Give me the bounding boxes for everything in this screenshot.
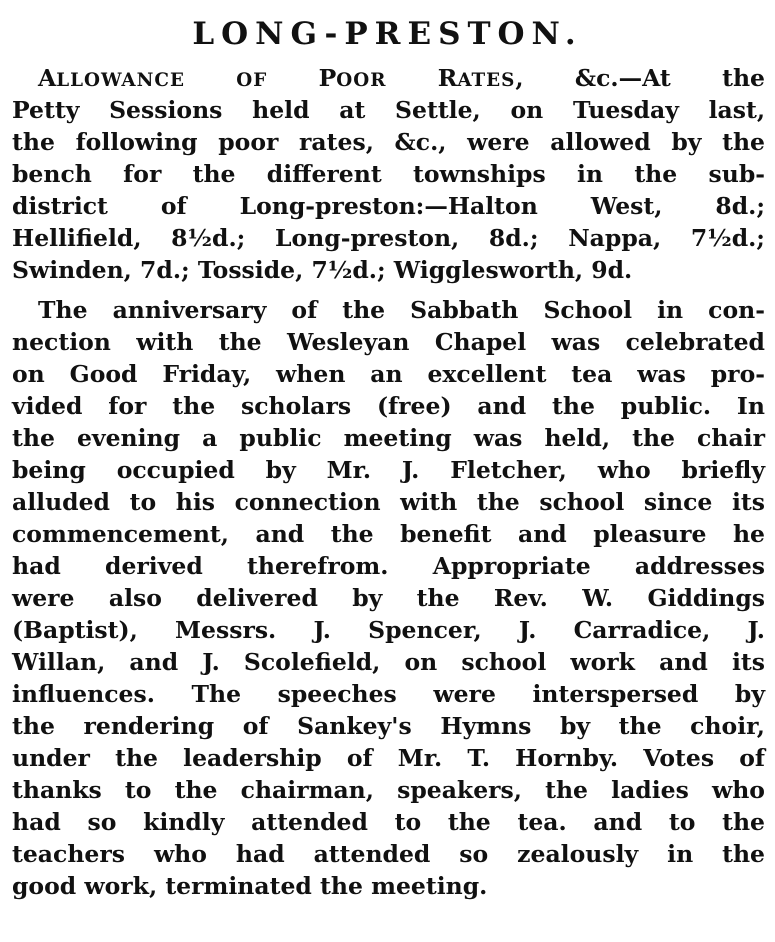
paragraph-1-line: bench for the different townships in the sub-	[12, 160, 765, 188]
paragraph-1-line: Petty Sessions held at Settle, on Tuesday last,	[12, 96, 765, 124]
paragraph-2-line: teachers who had attended so zealously in the	[12, 840, 765, 868]
text-run: &c.—At the	[574, 64, 766, 92]
paragraph-2-line: thanks to the chairman, speakers, the ladies who	[12, 776, 765, 804]
paragraph-2-line: good work, terminated the meeting.	[12, 872, 488, 900]
paragraph-2-line: had so kindly attended to the tea. and to the	[12, 808, 765, 836]
paragraph-2-line: the evening a public meeting was held, the chair	[12, 424, 765, 452]
paragraph-2-line: the rendering of Sankey's Hymns by the choir,	[12, 712, 765, 740]
paragraph-1-line: district of Long-preston:—Halton West, 8d.;	[12, 192, 765, 220]
paragraph-2-line: vided for the scholars (free) and the public. In	[12, 392, 765, 420]
paragraph-1-line: Swinden, 7d.; Tosside, 7½d.; Wigglesworth, 9d.	[12, 256, 633, 284]
paragraph-1-line: the following poor rates, &c., were allowed by the	[12, 128, 765, 156]
article-headline: LONG-PRESTON.	[192, 16, 583, 52]
paragraph-2-line: were also delivered by the Rev. W. Giddings	[12, 584, 765, 612]
lead-smallcaps: LLOWANCE	[56, 70, 185, 91]
paragraph-2-line: on Good Friday, when an excellent tea was pro-	[12, 360, 765, 388]
paragraph-2-line: under the leadership of Mr. T. Hornby. Votes of	[12, 744, 765, 772]
paragraph-2-line: had derived therefrom. Appropriate addresses	[12, 552, 765, 580]
paragraph-2-line: influences. The speeches were interspersed by	[12, 680, 765, 708]
lead-smallcaps: OOR	[336, 70, 387, 91]
paragraph-1-line: Hellifield, 8½d.; Long-preston, 8d.; Nappa, 7½d.;	[12, 224, 765, 252]
lead-initial: P	[318, 64, 337, 92]
lead-initial: A	[38, 64, 57, 92]
lead-initial: R	[437, 64, 458, 92]
paragraph-2-line: nection with the Wesleyan Chapel was celebrated	[12, 328, 765, 356]
paragraph-2-line: commencement, and the benefit and pleasure he	[12, 520, 765, 548]
paragraph-2-line: (Baptist), Messrs. J. Spencer, J. Carradice, J.	[12, 616, 765, 644]
paragraph-2-line: alluded to his connection with the school since its	[12, 488, 765, 516]
paragraph-2-line: The anniversary of the Sabbath School in con-	[38, 296, 765, 324]
lead-smallcaps: OF	[236, 70, 268, 91]
paragraph-2-line: Willan, and J. Scolefield, on school work and its	[12, 648, 765, 676]
lead-smallcaps: ATES	[457, 70, 516, 91]
paragraph-1-line-1: ALLOWANCE OF POOR RATES, &c.—At the	[38, 64, 766, 92]
paragraph-2-line: being occupied by Mr. J. Fletcher, who briefly	[12, 456, 765, 484]
